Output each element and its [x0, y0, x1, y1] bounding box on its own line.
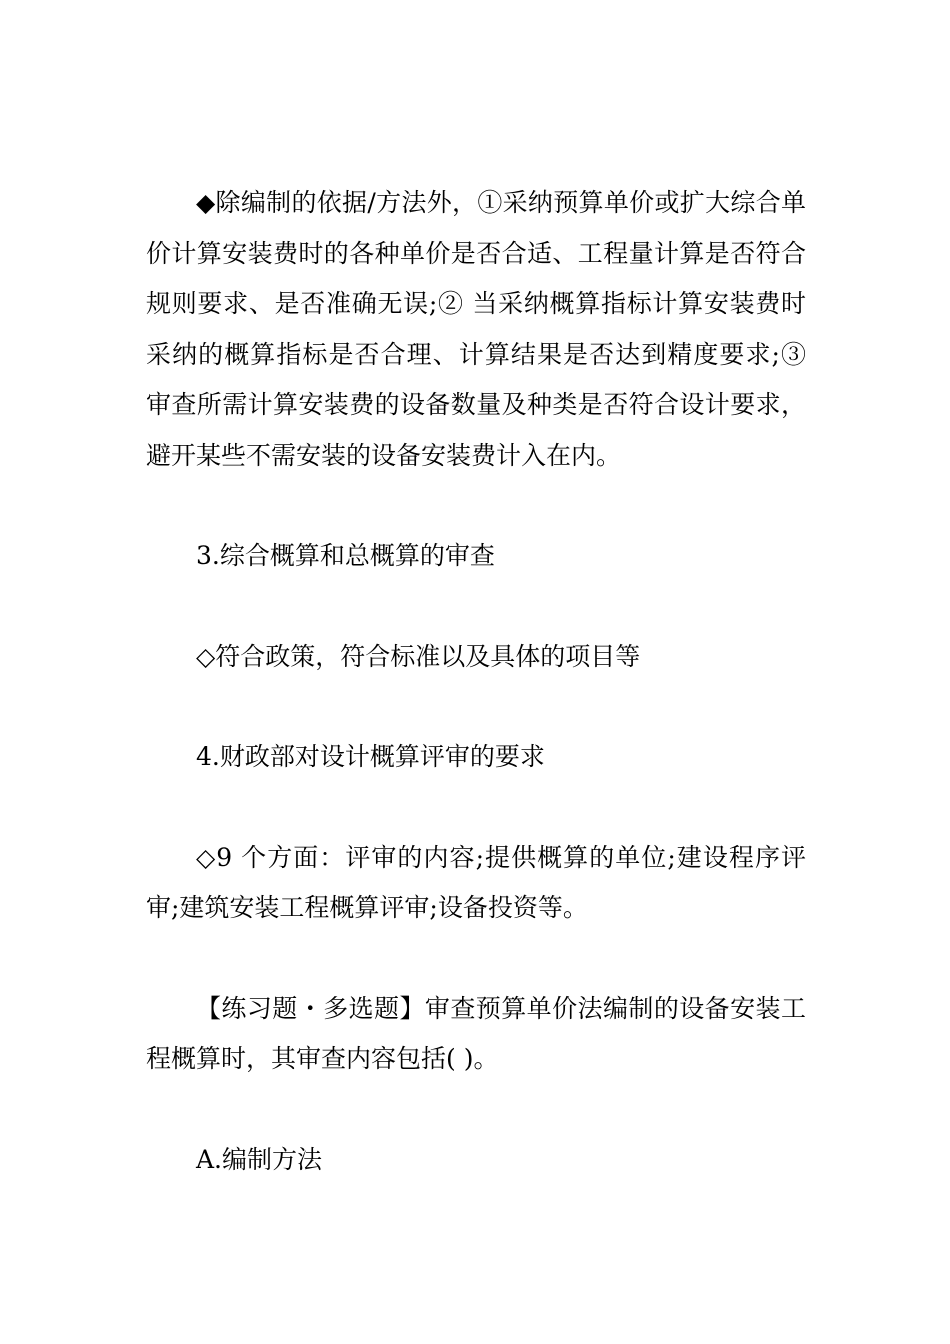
heading-comprehensive-estimate-review: 3.综合概算和总概算的审查	[196, 541, 495, 570]
paragraph-gap	[146, 1085, 806, 1135]
heading-ministry-requirements: 4.财政部对设计概算评审的要求	[196, 742, 545, 771]
paragraph-gap	[146, 582, 806, 632]
practice-question: 【练习题・多选题】审查预算单价法编制的设备安装工程概算时，其审查内容包括( )。	[146, 993, 806, 1073]
document-body	[146, 178, 806, 1185]
paragraph-gap	[146, 783, 806, 833]
paragraph-installation-fee-review: ◆除编制的依据/方法外，①采纳预算单价或扩大综合单价计算安装费时的各种单价是否合适、工程量计算是否符合规则要求、是否准确无误;② 当采纳概算指标计算安装费时采纳的概算指标是否合理、计算结果是否达到精度要求;③ 审查所需计算安装费的设备数量及种类是否符合设计要求，避开某些不需安装的设备安装费计入在内。	[146, 188, 806, 470]
paragraph-gap	[146, 481, 806, 531]
paragraph-nine-aspects: ◇9 个方面：评审的内容;提供概算的单位;建设程序评审;建筑安装工程概算评审;设备投资等。	[146, 842, 806, 922]
paragraph-gap	[146, 682, 806, 732]
paragraph-gap	[146, 934, 806, 984]
answer-option-a: A.编制方法	[196, 1144, 323, 1174]
paragraph-policy-compliance: ◇符合政策，符合标准以及具体的项目等	[196, 641, 641, 671]
